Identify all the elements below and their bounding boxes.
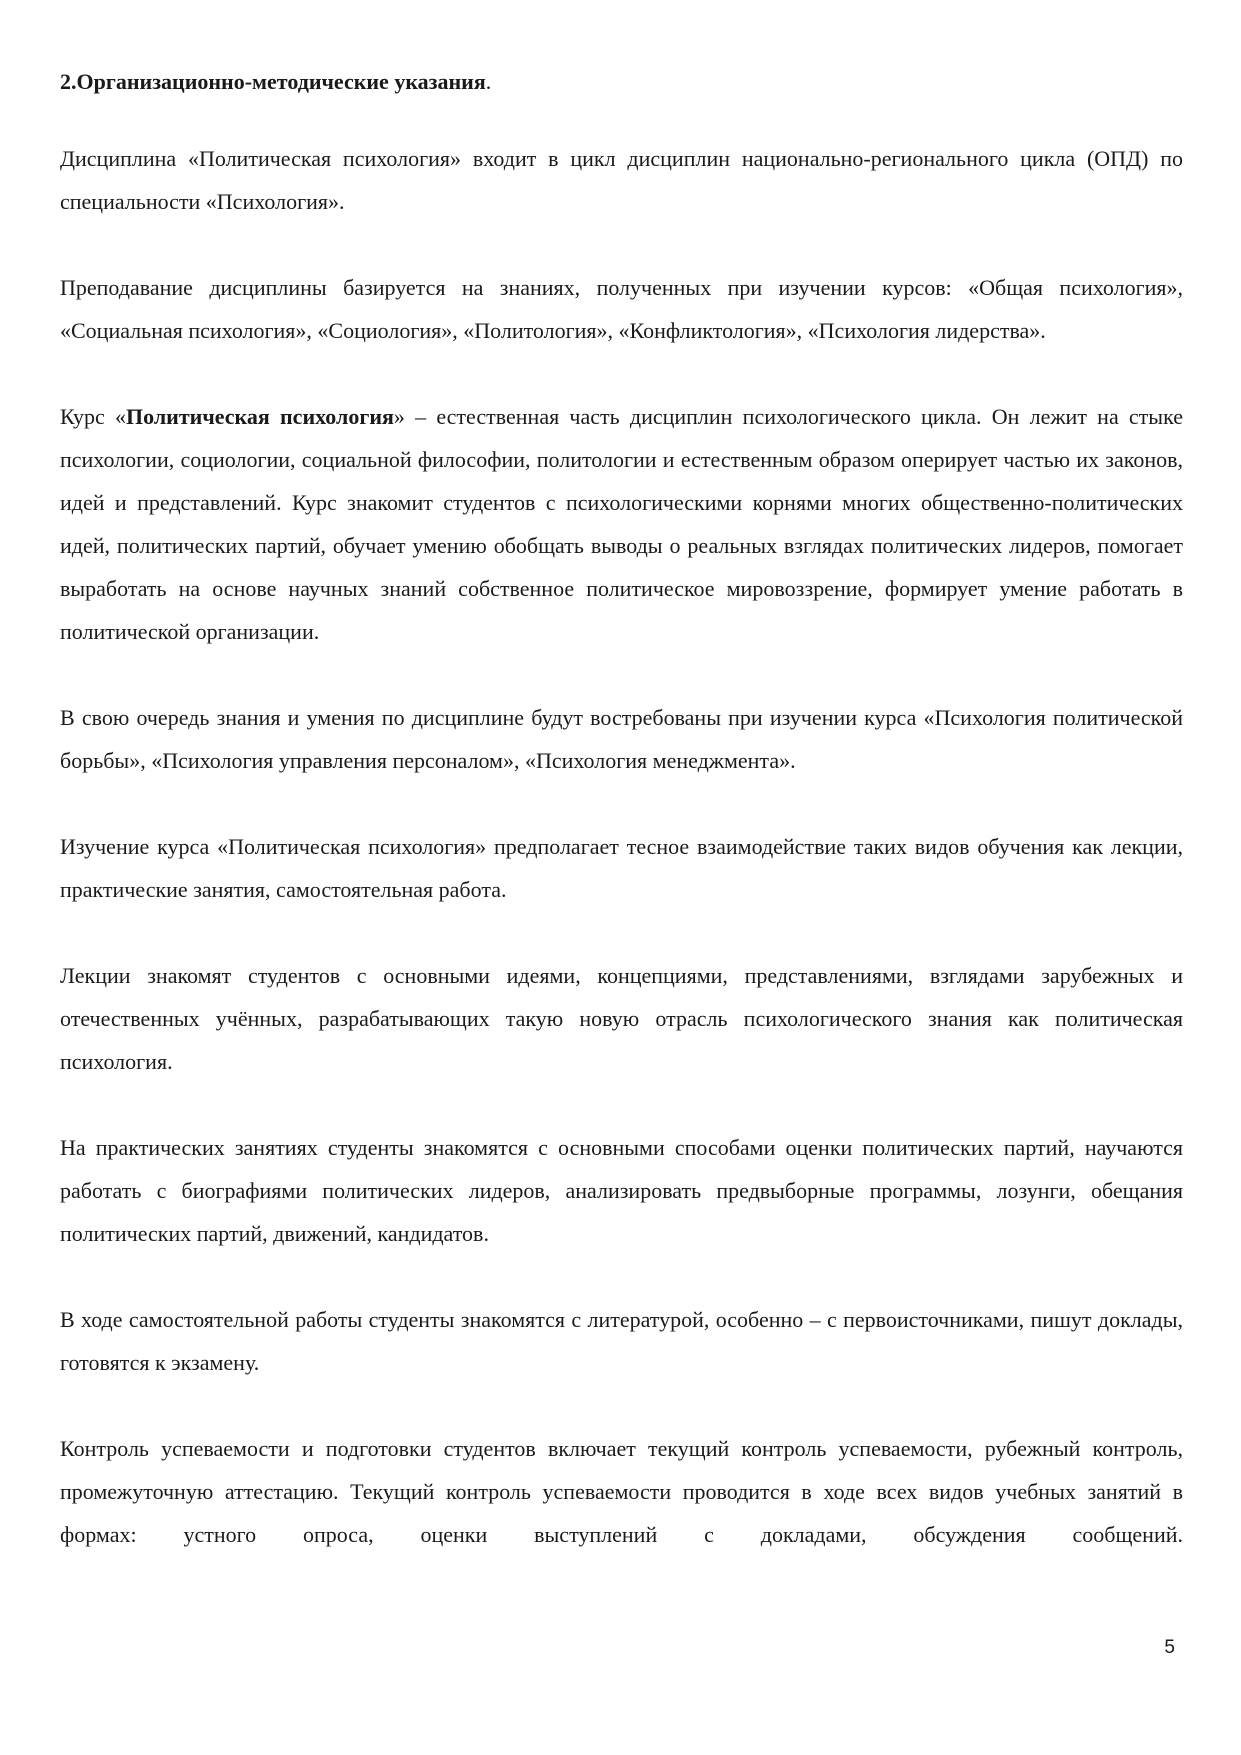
document-page (60, 60, 1183, 1556)
section-heading-period: . (485, 69, 492, 94)
paragraph-lectures: Лекции знакомят студентов с основными идеями, концепциями, представлениями, взглядами зарубежных и отечественных учённых, разрабатывающих такую новую отрасль психологического знания как политическая психология. (60, 963, 1183, 1074)
section-heading-title: 2.Организационно-методические указания (60, 69, 486, 94)
page-number: 5 (1164, 1637, 1175, 1658)
course-name-bold: Политическая психология (126, 404, 394, 429)
section-heading (60, 60, 1183, 103)
paragraph-study-forms: Изучение курса «Политическая психология» предполагает тесное взаимодействие таких видов обучения как лекции, практические занятия, самостоятельная работа. (60, 834, 1183, 902)
paragraph-assessment: Контроль успеваемости и подготовки студентов включает текущий контроль успеваемости, рубежный контроль, промежуточную аттестацию. Текущий контроль успеваемости проводится в ходе всех видов учебных занятий в формах: устного опроса, оценки выступлений с докладами, обсуждения сообщений. (60, 1436, 1183, 1547)
paragraph-discipline-cycle: Дисциплина «Политическая психология» входит в цикл дисциплин национально-регионального цикла (ОПД) по специальности «Психология». (60, 146, 1183, 214)
course-description-text: » – естественная часть дисциплин психологического цикла. Он лежит на стыке психологии, социологии, социальной философии, политологии и естественным образом оперирует частью их законов, идей и представлений. Курс знакомит студентов с психологическими корнями многих общественно-политических идей, политических партий, обучает умению обобщать выводы о реальных взглядах политических лидеров, помогает выработать на основе научных знаний собственное политическое мировоззрение, формирует умение работать в политической организации. (60, 404, 1183, 644)
paragraph-self-study: В ходе самостоятельной работы студенты знакомятся с литературой, особенно – с первоисточниками, пишут доклады, готовятся к экзамену. (60, 1307, 1183, 1375)
paragraph-future-courses: В свою очередь знания и умения по дисциплине будут востребованы при изучении курса «Психология политической борьбы», «Психология управления персоналом», «Психология менеджмента». (60, 705, 1183, 773)
paragraph-prerequisites: Преподавание дисциплины базируется на знаниях, полученных при изучении курсов: «Общая психология», «Социальная психология», «Социология», «Политология», «Конфликтология», «Психология лидерства». (60, 275, 1183, 343)
course-lead: Курс « (60, 404, 127, 429)
paragraph-course-description (60, 395, 1183, 653)
paragraph-practical-classes: На практических занятиях студенты знакомятся с основными способами оценки политических партий, научаются работать с биографиями политических лидеров, анализировать предвыборные программы, лозунги, обещания политических партий, движений, кандидатов. (60, 1135, 1183, 1246)
